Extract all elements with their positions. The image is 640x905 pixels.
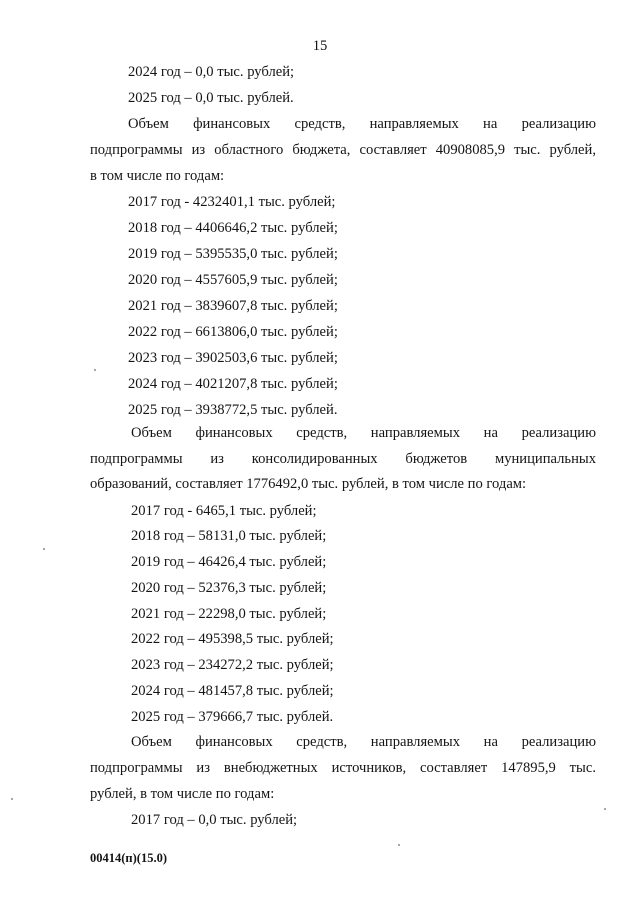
paragraph-line: подпрограммы из внебюджетных источников, составляет 147895,9 тыс.: [90, 760, 596, 776]
year-line: 2025 год – 379666,7 тыс. рублей.: [131, 709, 334, 725]
paragraph-line: в том числе по годам:: [90, 168, 225, 184]
year-line: 2020 год – 4557605,9 тыс. рублей;: [128, 272, 338, 288]
year-line: 2022 год – 495398,5 тыс. рублей;: [131, 631, 334, 647]
scan-speck: [94, 369, 96, 371]
year-line: 2024 год – 4021207,8 тыс. рублей;: [128, 376, 338, 392]
year-line: 2017 год – 0,0 тыс. рублей;: [131, 812, 298, 828]
page-number: 15: [312, 38, 328, 54]
year-line: 2021 год – 22298,0 тыс. рублей;: [131, 606, 327, 622]
scan-speck: [604, 808, 606, 810]
year-line: 2025 год – 3938772,5 тыс. рублей.: [128, 402, 338, 418]
scan-speck: [11, 798, 13, 800]
year-line: 2019 год – 5395535,0 тыс. рублей;: [128, 246, 338, 262]
year-line: 2024 год – 0,0 тыс. рублей;: [128, 64, 295, 80]
paragraph-line: образований, составляет 1776492,0 тыс. рублей, в том числе по годам:: [90, 476, 527, 492]
paragraph-line: Объем финансовых средств, направляемых на реализацию: [131, 734, 596, 750]
paragraph-line: рублей, в том числе по годам:: [90, 786, 275, 802]
scan-speck: [398, 844, 400, 846]
year-line: 2019 год – 46426,4 тыс. рублей;: [131, 554, 327, 570]
year-line: 2021 год – 3839607,8 тыс. рублей;: [128, 298, 338, 314]
year-line: 2017 год - 6465,1 тыс. рублей;: [131, 503, 317, 519]
year-line: 2020 год – 52376,3 тыс. рублей;: [131, 580, 327, 596]
paragraph-line: подпрограммы из областного бюджета, составляет 40908085,9 тыс. рублей,: [90, 142, 596, 158]
year-line: 2024 год – 481457,8 тыс. рублей;: [131, 683, 334, 699]
year-line: 2018 год – 58131,0 тыс. рублей;: [131, 528, 327, 544]
year-line: 2022 год – 6613806,0 тыс. рублей;: [128, 324, 338, 340]
paragraph-line: Объем финансовых средств, направляемых на реализацию: [131, 425, 596, 441]
paragraph-line: Объем финансовых средств, направляемых на реализацию: [128, 116, 596, 132]
document-code: 00414(п)(15.0): [90, 851, 167, 865]
year-line: 2017 год - 4232401,1 тыс. рублей;: [128, 194, 336, 210]
year-line: 2025 год – 0,0 тыс. рублей.: [128, 90, 294, 106]
paragraph-line: подпрограммы из консолидированных бюджетов муниципальных: [90, 451, 596, 467]
year-line: 2018 год – 4406646,2 тыс. рублей;: [128, 220, 338, 236]
scan-speck: [43, 548, 45, 550]
year-line: 2023 год – 234272,2 тыс. рублей;: [131, 657, 334, 673]
year-line: 2023 год – 3902503,6 тыс. рублей;: [128, 350, 338, 366]
